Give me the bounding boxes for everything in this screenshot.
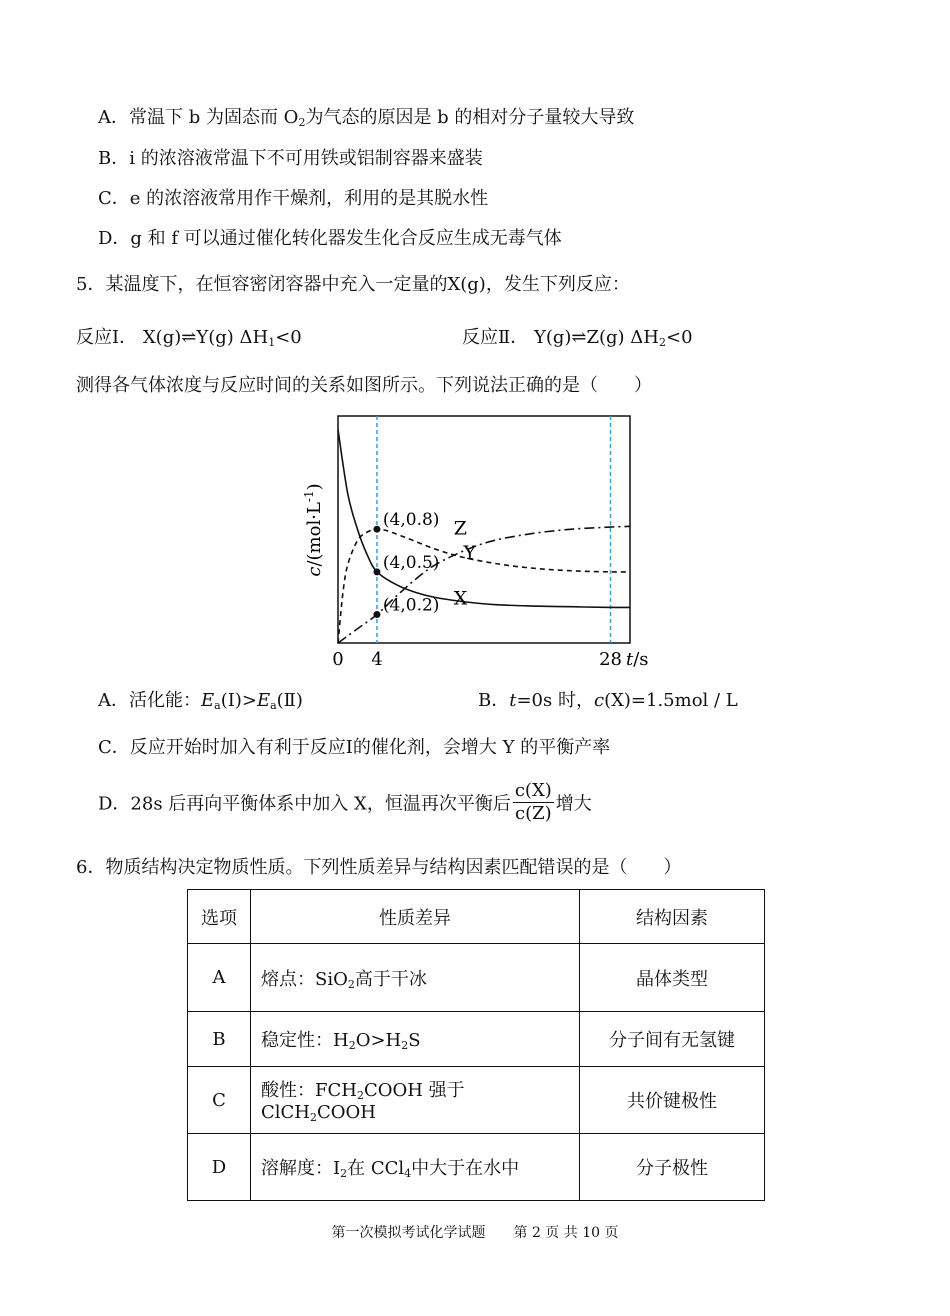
annotation-points — [373, 510, 439, 618]
q4-option-c: C．e 的浓溶液常用作干燥剂，利用的是其脱水性 — [98, 188, 489, 209]
series-Y — [338, 529, 630, 643]
table-row — [188, 1067, 765, 1134]
row-property: 稳定性：$H_2O>H_2S$ — [251, 1012, 580, 1067]
q6-table — [187, 889, 765, 1201]
q5-option-d: D．28s 后再向平衡体系中加入 X，恒温再次平衡后 $\frac{c(X)}{c(Z)}$ 增大 — [98, 780, 592, 824]
annotation-dot-2 — [373, 611, 380, 618]
q5-prompt: 测得各气体浓度与反应时间的关系如图所示。下列说法正确的是（ ） — [76, 375, 652, 396]
row-factor: 共价键极性 — [580, 1067, 765, 1134]
table-row — [188, 1134, 765, 1201]
annotation-label-0: (4,0.8) — [382, 510, 440, 531]
x-tick-labels — [332, 649, 622, 670]
series-label-X: X — [453, 587, 468, 610]
x-tick-0: 0 — [332, 649, 344, 670]
q5-stem: 5．某温度下，在恒容密闭容器中充入一定量的X(g)，发生下列反应： — [76, 274, 630, 295]
y-axis-label: $c/(mol\cdot L^{-1})$ — [302, 483, 325, 577]
plot-frame — [338, 416, 630, 643]
table-row — [188, 944, 765, 1012]
row-property: 熔点：SiO$_2$高于干冰 — [251, 944, 580, 1012]
q5-reaction-2: 反应Ⅱ． Y(g)⇌Z(g) $\Delta H_2<0$ — [462, 327, 693, 349]
series-curves — [338, 430, 630, 643]
row-factor: 分子极性 — [580, 1134, 765, 1201]
x-tick-28: 28 — [599, 649, 622, 670]
row-factor: 晶体类型 — [580, 944, 765, 1012]
table-header-row — [188, 890, 765, 944]
x-tick-4: 4 — [371, 649, 383, 670]
row-property: 酸性：$FCH_2COOH$ 强于 ClCH$_2$COOH — [251, 1067, 580, 1134]
series-label-Z: Z — [453, 517, 467, 540]
page-footer: 第一次模拟考试化学试题 第 2 页 共 10 页 — [331, 1225, 619, 1241]
q6-stem: 6．物质结构决定物质性质。下列性质差异与结构因素匹配错误的是（ ） — [76, 857, 682, 878]
row-property: 溶解度：$I_2$在 CCl$_4$中大于在水中 — [251, 1134, 580, 1201]
q5-option-b: B．t=0s 时，c(X)=1.5mol / L — [478, 690, 738, 711]
annotation-label-2: (4,0.2) — [382, 595, 440, 616]
annotation-dot-0 — [373, 526, 380, 533]
row-option: D — [188, 1134, 251, 1201]
q4-option-b: B．i 的浓溶液常温下不可用铁或铝制容器来盛装 — [98, 148, 483, 169]
series-X — [338, 430, 630, 608]
header-property: 性质差异 — [251, 890, 580, 944]
row-option: A — [188, 944, 251, 1012]
x-axis-label: t/s — [626, 649, 649, 670]
header-factor: 结构因素 — [580, 890, 765, 944]
series-Z — [338, 526, 630, 643]
q4-option-a: A．常温下 b 为固态而 $O_2$为气态的原因是 b 的相对分子量较大导致 — [98, 107, 635, 129]
table-row — [188, 1012, 765, 1067]
row-factor: 分子间有无氢键 — [580, 1012, 765, 1067]
concentration-time-chart — [290, 405, 670, 670]
row-option: C — [188, 1067, 251, 1134]
concentration-ratio: $\frac{c(X)}{c(Z)}$ — [514, 780, 552, 824]
row-option: B — [188, 1012, 251, 1067]
series-label-Y: Y — [463, 541, 477, 564]
q4-option-d: D．g 和 f 可以通过催化转化器发生化合反应生成无毒气体 — [98, 228, 562, 249]
q5-option-c: C．反应开始时加入有利于反应Ⅰ的催化剂，会增大 Y 的平衡产率 — [98, 737, 611, 758]
header-option: 选项 — [188, 890, 251, 944]
annotation-dot-1 — [373, 568, 380, 575]
annotation-label-1: (4,0.5) — [382, 552, 440, 573]
q5-reaction-1: 反应Ⅰ． X(g)⇌Y(g) $\Delta H_1<0$ — [76, 327, 302, 349]
q5-option-a: A．活化能：$E_a(Ⅰ)>E_a(Ⅱ)$ — [98, 690, 303, 712]
